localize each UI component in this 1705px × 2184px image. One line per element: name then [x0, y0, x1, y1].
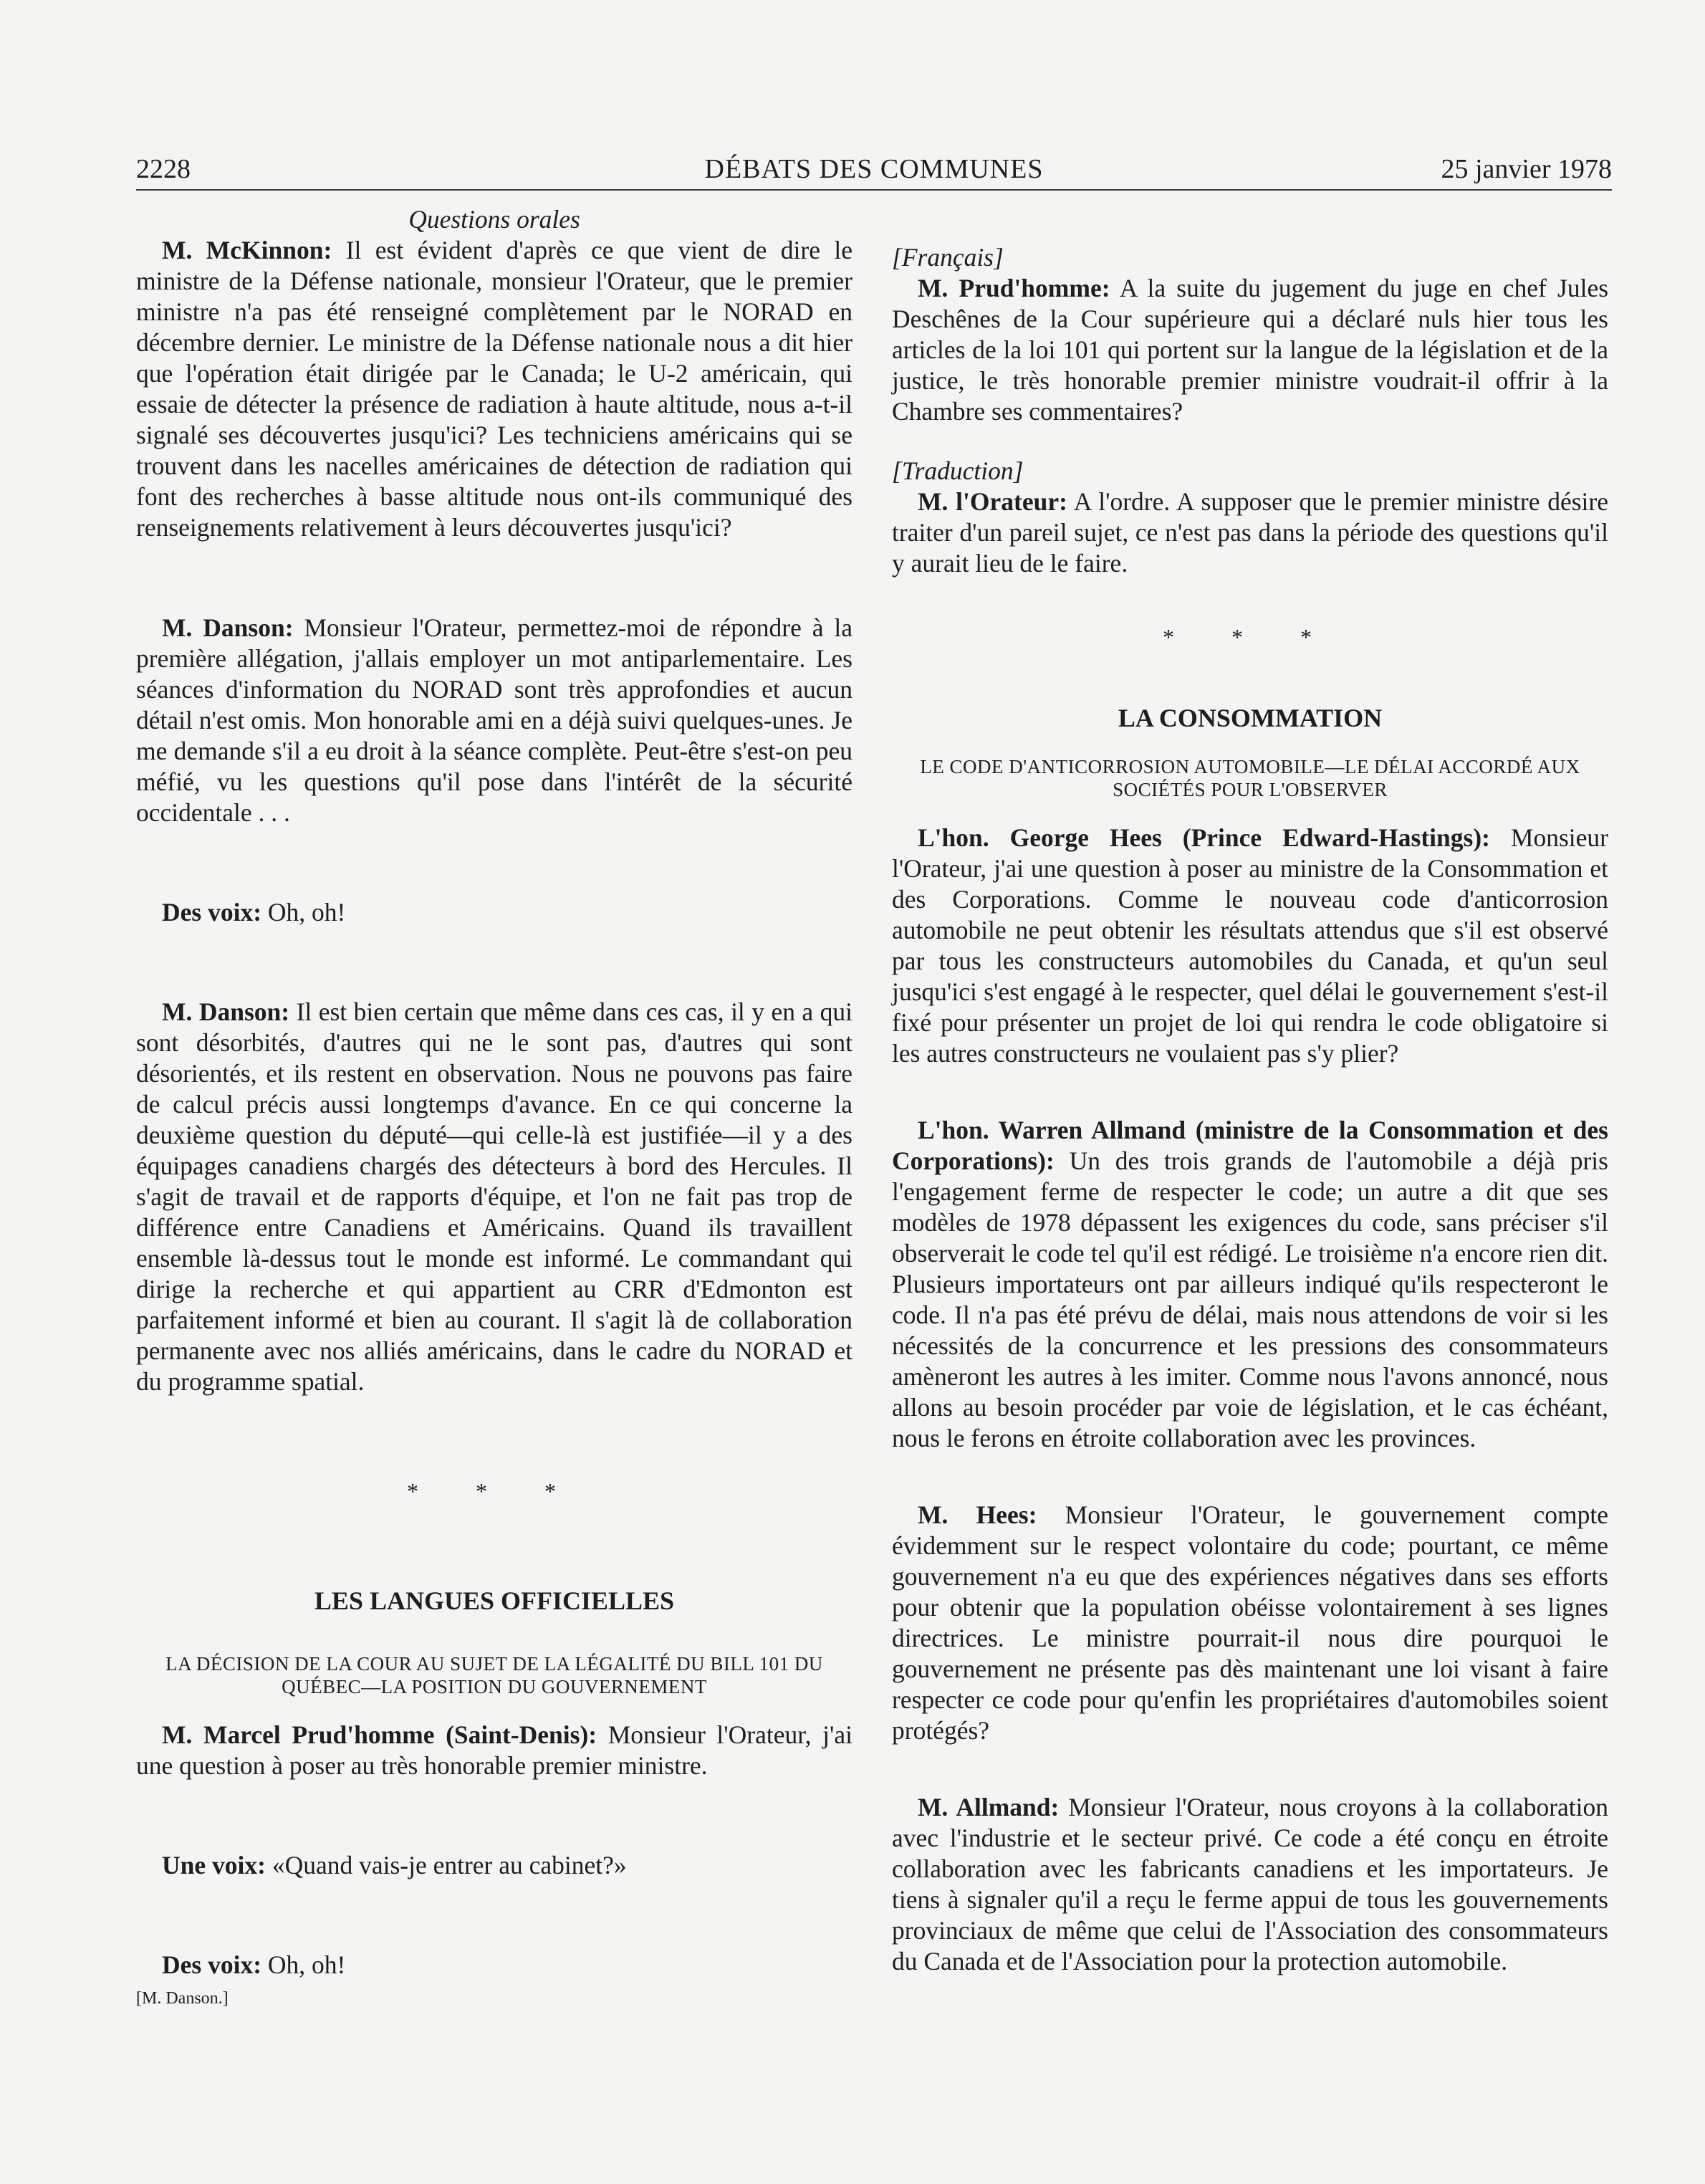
paragraph — [892, 273, 1608, 427]
speaker: L'hon. George Hees (Prince Edward-Hastings): — [918, 823, 1490, 852]
speaker: M. Danson: — [162, 613, 294, 642]
section-subtitle: LA DÉCISION DE LA COUR AU SUJET DE LA LÉGALITÉ DU BILL 101 DU QUÉBEC—LA POSITION DU GOUVERNEMENT — [165, 1653, 823, 1697]
speech-text: Monsieur l'Orateur, j'ai une question à poser au très honorable premier ministre. — [136, 1720, 853, 1780]
right-column — [892, 242, 1608, 1977]
page-footnote: [M. Danson.] — [136, 1989, 229, 2008]
speaker: M. Hees: — [918, 1500, 1037, 1529]
paragraph — [892, 1792, 1608, 1977]
speech-text: Monsieur l'Orateur, nous croyons à la collaboration avec l'industrie et le secteur privé. Ce code a été conçu en étroite collaboration avec les fabricants canadiens et les importateurs. Je tiens à signaler qu'il a reçu le ferme appui de tous les gouvernements provinciaux de même que celui de l'Association des consommateurs du Canada et de l'Association pour la protection automobile. — [892, 1793, 1608, 1975]
publication-title: DÉBATS DES COMMUNES — [704, 154, 1044, 184]
speech-text: Il est évident d'après ce que vient de dire le ministre de la Défense nationale, monsieur l'Orateur, que le premier ministre n'a pas été renseigné complètement par le NORAD en décembre dernier. Le ministre de la Défense nationale nous a dit hier que l'opération était dirigée par le Canada; le U-2 américain, qui essaie de détecter la présence de radiation à haute altitude, nous a-t-il signalé ses découvertes jusqu'ici? Les techniciens américains qui se trouvent dans les nacelles américaines de détection de radiation qui font des recherches à basse altitude nous ont-ils communiqué des renseignements relativement à leurs découvertes jusqu'ici? — [136, 236, 852, 542]
paragraph — [136, 235, 852, 543]
speaker: M. Allmand: — [918, 1793, 1060, 1821]
speech-text: A l'ordre. A supposer que le premier ministre désire traiter d'un pareil sujet, ce n'est pas dans la période des questions qu'il y aurait lieu de le faire. — [892, 487, 1608, 578]
speaker: M. Prud'homme: — [918, 274, 1110, 302]
speech-text: A la suite du jugement du juge en chef Jules Deschênes de la Cour supérieure qui a déclaré nuls hier tous les articles de la loi 101 qui portent sur la langue de la législation et de la justice, le très honorable premier ministre voudrait-il offrir à la Chambre ses commentaires? — [892, 274, 1609, 426]
left-column — [136, 204, 852, 2014]
paragraph — [892, 487, 1608, 579]
speech-text: Oh, oh! — [261, 898, 346, 926]
paragraph — [892, 1115, 1608, 1454]
paragraph — [136, 897, 852, 928]
paragraph — [892, 823, 1608, 1069]
paragraph — [136, 613, 852, 828]
paragraph — [892, 1500, 1608, 1746]
speech-text: Monsieur l'Orateur, permettez-moi de répondre à la première allégation, j'allais employer un mot antiparlementaire. Les séances d'information du NORAD sont très approfondies et aucun détail n'est omis. Mon honorable ami en a déjà suivi quelques-unes. Je me demande s'il a eu droit à la séance complète. Peut-être s'est-on peu méfié, vu les questions qu'il pose dans l'intérêt de la sécurité occidentale . . . — [136, 613, 852, 827]
speaker: M. l'Orateur: — [918, 487, 1067, 516]
speaker: Des voix: — [162, 898, 262, 926]
speech-text: Monsieur l'Orateur, j'ai une question à poser au ministre de la Consommation et des Corporations. Comme le nouveau code d'anticorrosion automobile ne peut obtenir les résultats attendus que s'il est observé par tous les constructeurs automobiles du Canada, et qu'un seul jusqu'ici s'est engagé à le respecter, quel délai le gouvernement s'est-il fixé pour présenter un projet de loi qui rendra le code obligatoire si les autres constructeurs ne voulaient pas s'y plier? — [892, 823, 1608, 1068]
speech-text: Monsieur l'Orateur, le gouvernement compte évidemment sur le respect volontaire du code; pourtant, ce même gouvernement n'a eu que des expériences négatives dans ses efforts pour obtenir que la population obéisse volontairement à ses lignes directrices. Le ministre pourrait-il nous dire pourquoi le gouvernement ne présente pas dès maintenant une loi visant à faire respecter ce code pour qu'enfin les propriétaires d'automobiles soient protégés? — [892, 1500, 1608, 1745]
speech-text: Oh, oh! — [261, 1950, 346, 1979]
section-separator: * * * — [1163, 624, 1337, 650]
paragraph — [136, 1720, 852, 1781]
paragraph — [136, 1950, 852, 1981]
section-separator: * * * — [407, 1478, 582, 1504]
speech-text: «Quand vais-je entrer au cabinet?» — [265, 1851, 627, 1879]
section-subtitle: LE CODE D'ANTICORROSION AUTOMOBILE—LE DÉLAI ACCORDÉ AUX SOCIÉTÉS POUR L'OBSERVER — [920, 756, 1580, 800]
speech-text: Il est bien certain que même dans ces cas, il y en a qui sont désorbités, d'autres qui ne le sont pas, d'autres qui sont désorientés, et ils restent en observation. Nous ne pouvons pas faire de calcul précis aussi longtemps d'avance. En ce qui concerne la deuxième question du député—qui celle-là est justifiée—il y a des équipages canadiens chargés des détecteurs à bord des Hercules. Il s'agit de travail et de rapports d'équipe, et l'on ne fait pas trop de différence entre Canadiens et Américains. Quand ils travaillent ensemble là-dessus tout le monde est informé. Le commandant qui dirige la recherche et qui appartient au CRR d'Edmonton est parfaitement informé et bien au courant. Il s'agit là de collaboration permanente avec nos alliés américains, dans le cadre du NORAD et du programme spatial. — [136, 997, 852, 1396]
section-heading: Questions orales — [408, 205, 580, 234]
speech-text: Un des trois grands de l'automobile a déjà pris l'engagement ferme de respecter le code; un autre a dit que ses modèles de 1978 dépassent les exigences du code, sans préciser s'il observerait le code tel qu'il est rédigé. Le troisième n'a encore rien dit. Plusieurs importateurs ont par ailleurs indiqué qu'ils respecteront le code. Il n'a pas été prévu de délai, mais nous attendons de voir si les nécessités de la concurrence et les pressions des consommateurs amèneront les autres à les imiter. Comme nous l'avons annoncé, nous allons au besoin procéder par voie de législation, et le cas échéant, nous le ferons en étroite collaboration avec les provinces. — [892, 1146, 1608, 1452]
speaker: M. Marcel Prud'homme (Saint-Denis): — [162, 1720, 597, 1749]
page-number: 2228 — [136, 154, 191, 184]
speaker: M. McKinnon: — [162, 236, 332, 264]
publication-date: 25 janvier 1978 — [1441, 154, 1612, 184]
speaker: M. Danson: — [162, 997, 290, 1026]
speaker: L'hon. Warren Allmand (ministre de la Consommation et des Corporations): — [892, 1116, 1608, 1175]
paragraph — [136, 997, 852, 1397]
speaker: Une voix: — [162, 1851, 266, 1879]
section-title: LES LANGUES OFFICIELLES — [314, 1586, 675, 1615]
speaker: Des voix: — [162, 1950, 262, 1979]
page-header — [136, 149, 1612, 191]
section-title: LA CONSOMMATION — [1118, 704, 1383, 732]
paragraph — [136, 1850, 852, 1881]
language-marker: [Français] — [892, 243, 1004, 272]
language-marker: [Traduction] — [892, 456, 1024, 485]
